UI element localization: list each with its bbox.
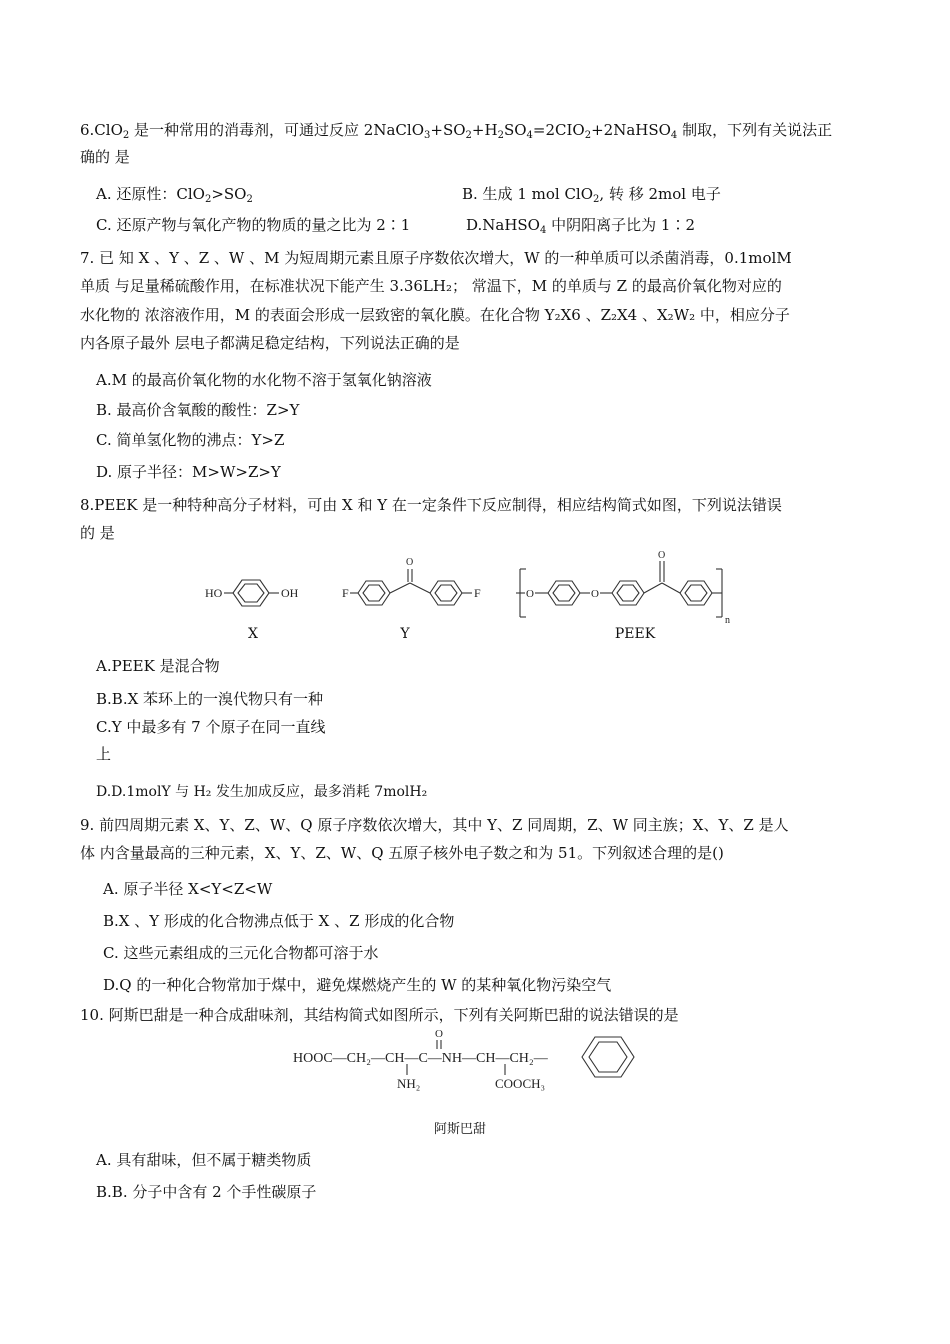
q9-option-b: B.X 、Y 形成的化合物沸点低于 X 、Z 形成的化合物: [103, 912, 455, 930]
q7-stem-line2: 单质 与足量稀硫酸作用，在标准状况下能产生 3.36LH₂； 常温下，M 的单质与 Z 的最高价氧化物对应的: [80, 277, 782, 295]
compound-x-structure: [205, 580, 299, 606]
q7-stem-line3: 水化物的 浓溶液作用，M 的表面会形成一层致密的氧化膜。在化合物 Y₂X6 、Z₂X4 、X₂W₂ 中，相应分子: [80, 306, 790, 324]
q6-option-b: B. 生成 1 mol ClO$_2$, 转 移 2mol 电子: [462, 185, 721, 205]
svg-text:O: O: [658, 550, 666, 561]
q8-structure-figure: [0, 545, 950, 645]
svg-text:HO: HO: [205, 586, 223, 600]
q6-option-a: A. 还原性：$ClO_2>SO_2$: [96, 185, 253, 205]
q8-option-a: A.PEEK 是混合物: [96, 657, 220, 675]
aspartame-structure: [0, 1025, 950, 1095]
q9-stem-line2: 体 内含量最高的三种元素，X、Y、Z、W、Q 五原子核外电子数之和为 51。下列叙述合理的是(): [80, 844, 724, 862]
svg-text:F: F: [342, 586, 349, 600]
svg-text:O: O: [406, 557, 414, 568]
q8-option-d: D.D.1molY 与 H₂ 发生加成反应，最多消耗 7molH₂: [96, 784, 428, 800]
peek-label: PEEK: [614, 626, 656, 642]
q8-stem-line1: 8.PEEK 是一种特种高分子材料，可由 X 和 Y 在一定条件下反应制得，相应结构简式如图，下列说法错误: [80, 496, 782, 514]
compound-y-label: Y: [400, 626, 410, 642]
q9-option-c: C. 这些元素组成的三元化合物都可溶于水: [103, 944, 379, 962]
q6-stem-line1: 6.ClO$_2$ 是一种常用的消毒剂，可通过反应 $2NaClO_3+SO_2+H_2SO_4=2CIO_2+2NaHSO_4$ 制取，下列有关说法正: [80, 121, 833, 141]
svg-text:OH: OH: [281, 586, 299, 600]
q7-option-d: D. 原子半径：M>W>Z>Y: [96, 463, 281, 481]
q7-option-b: B. 最高价含氧酸的酸性：Z>Y: [96, 401, 300, 419]
q6-option-c: C. 还原产物与氧化产物的物质的量之比为 2∶1: [96, 216, 411, 234]
q9-option-d: D.Q 的一种化合物常加于煤中，避免煤燃烧产生的 W 的某种氧化物污染空气: [103, 976, 612, 994]
svg-text:O: O: [526, 588, 534, 600]
svg-text:NH₂: NH₂: [397, 1076, 421, 1091]
q6-stem-line2: 确的 是: [80, 148, 130, 166]
q10-option-a: A. 具有甜味，但不属于糖类物质: [96, 1151, 312, 1169]
svg-text:F: F: [474, 586, 481, 600]
q10-stem-line1: 10. 阿斯巴甜是一种合成甜味剂，其结构简式如图所示，下列有关阿斯巴甜的说法错误的是: [80, 1006, 679, 1024]
svg-text:O: O: [591, 588, 599, 600]
compound-y-structure: [342, 557, 481, 605]
peek-structure: [516, 550, 730, 626]
q7-stem-line4: 内各原子最外 层电子都满足稳定结构，下列说法正确的是: [80, 334, 460, 352]
compound-x-label: X: [248, 626, 258, 642]
svg-text:n: n: [725, 615, 730, 626]
svg-text:O: O: [435, 1028, 443, 1040]
q9-stem-line1: 9. 前四周期元素 X、Y、Z、W、Q 原子序数依次增大，其中 Y、Z 同周期，Z、W 同主族；X、Y、Z 是人: [80, 816, 789, 834]
aspartame-caption: 阿斯巴甜: [433, 1122, 486, 1137]
q8-option-b: B.B.X 苯环上的一溴代物只有一种: [96, 690, 324, 708]
q8-option-c: C.Y 中最多有 7 个原子在同一直线: [96, 718, 326, 736]
q7-option-a: A.M 的最高价氧化物的水化物不溶于氢氧化钠溶液: [96, 371, 432, 389]
svg-text:COOCH₃: COOCH₃: [495, 1076, 546, 1091]
q8-option-c-cont: 上: [96, 745, 112, 763]
q7-stem-line1: 7. 已 知 X 、Y 、Z 、W 、M 为短周期元素且原子序数依次增大，W 的一种单质可以杀菌消毒，0.1molM: [80, 249, 792, 267]
q7-option-c: C. 简单氢化物的沸点：Y>Z: [96, 431, 285, 449]
q8-stem-line2: 的 是: [80, 524, 115, 542]
q6-option-d: D.NaHSO$_4$ 中阴阳离子比为 1∶2: [466, 216, 695, 236]
svg-text:HOOC—CH₂—CH—C—NH—CH—CH₂—: HOOC—CH₂—CH—C—NH—CH—CH₂—: [293, 1051, 548, 1066]
q9-option-a: A. 原子半径 X<Y<Z<W: [103, 880, 273, 898]
q10-option-b: B.B. 分子中含有 2 个手性碳原子: [96, 1183, 317, 1201]
